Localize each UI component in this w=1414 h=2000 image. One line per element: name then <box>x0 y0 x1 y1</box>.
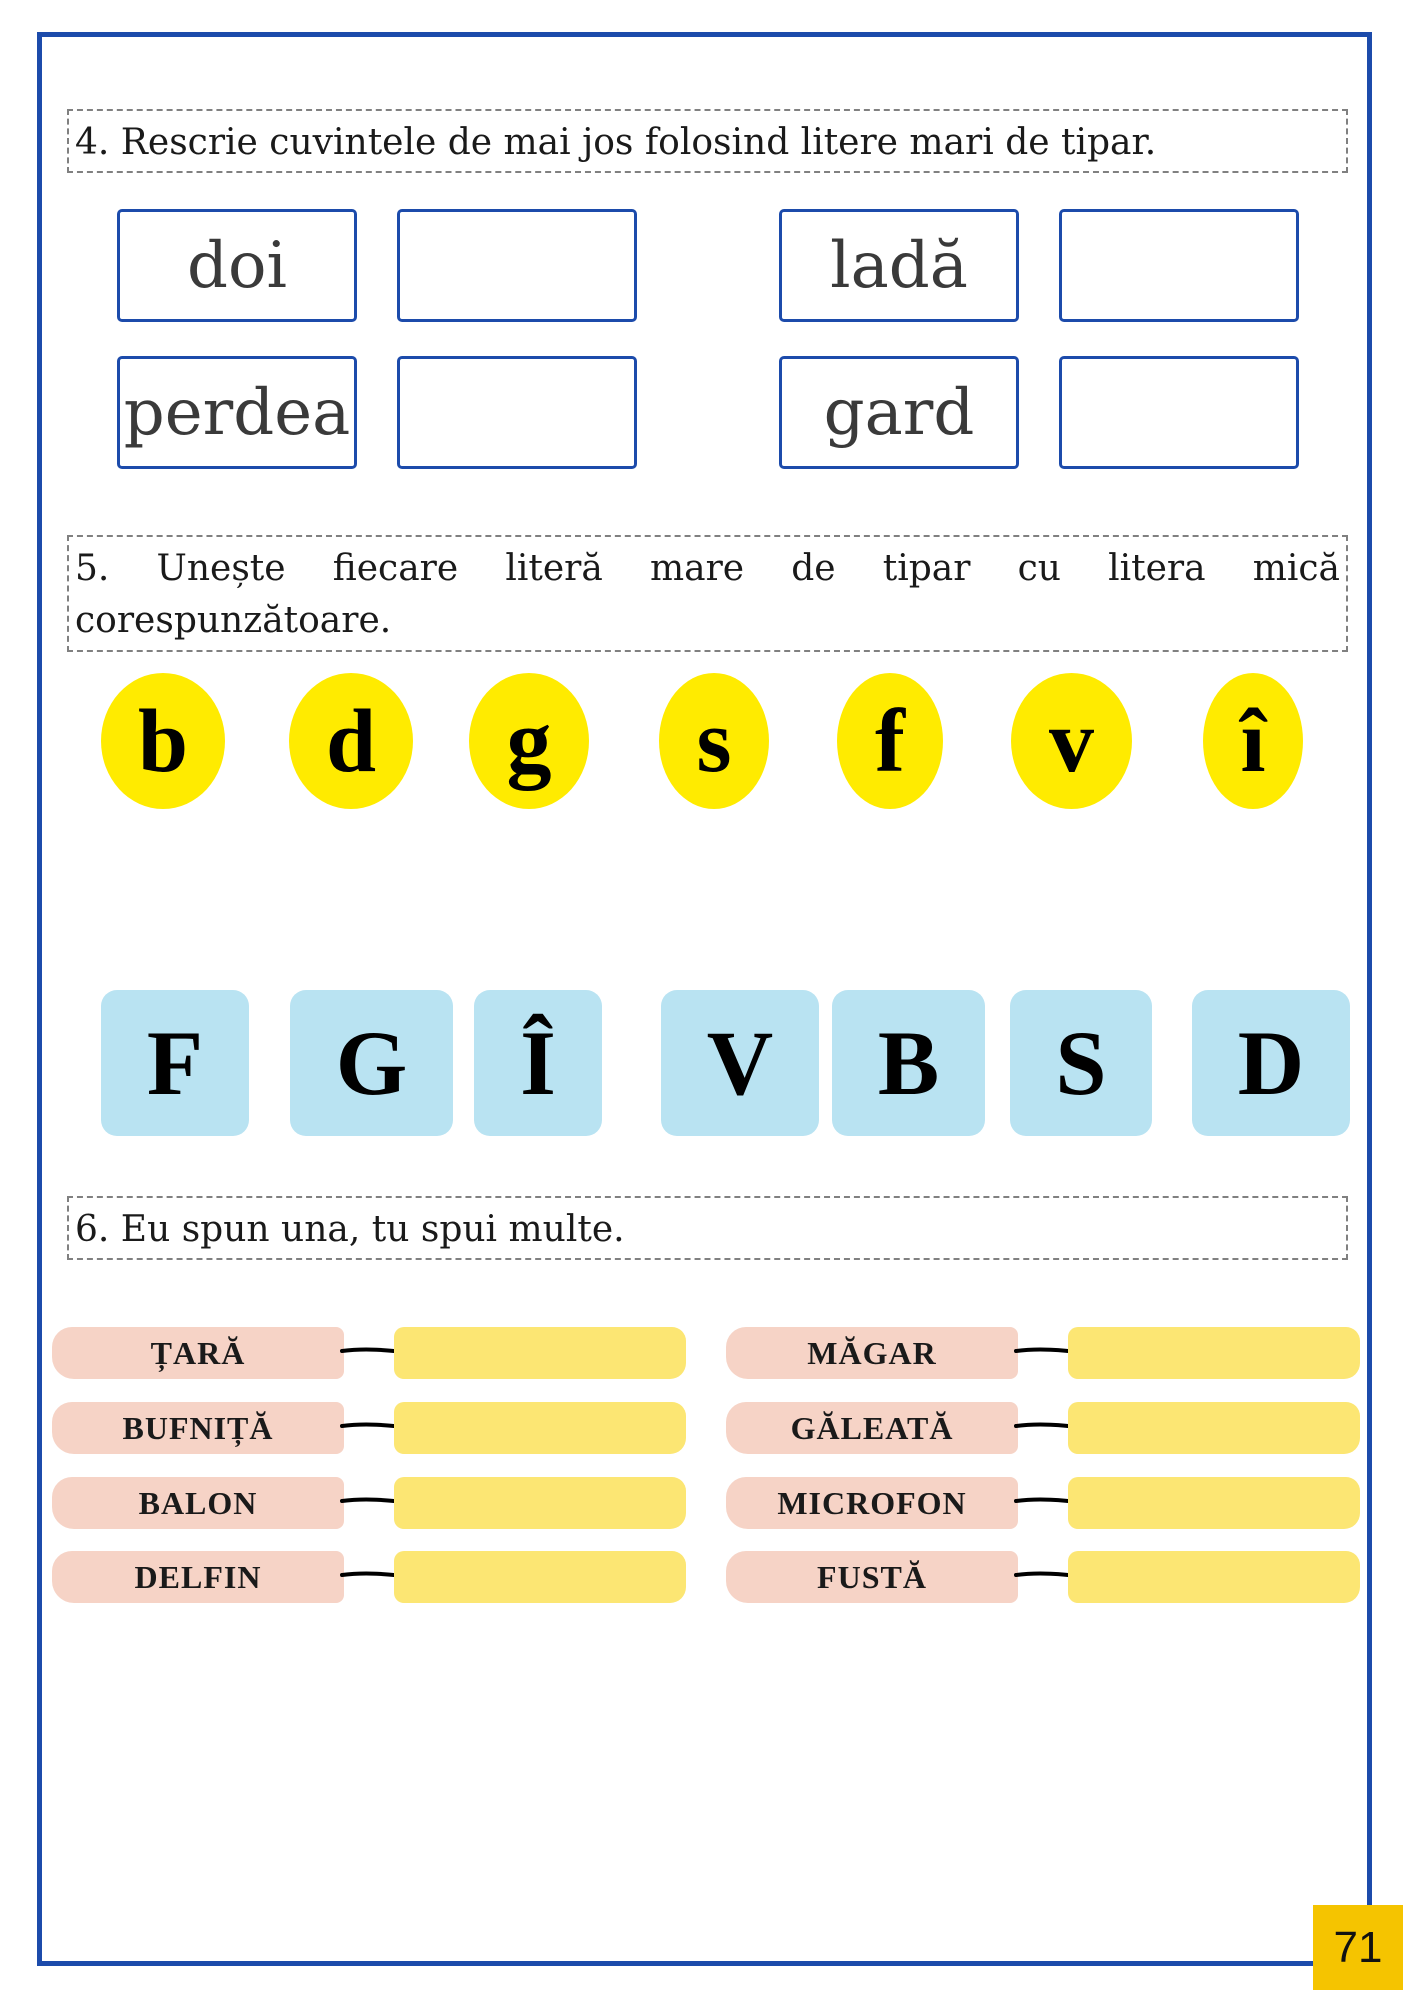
uppercase-letter-G[interactable]: G <box>290 990 453 1136</box>
uppercase-letter-D[interactable]: D <box>1192 990 1350 1136</box>
uppercase-letter-F[interactable]: F <box>101 990 249 1136</box>
plural-answer-field[interactable] <box>1068 1327 1360 1379</box>
plural-row-delfin <box>52 1551 692 1603</box>
plural-answer-field[interactable] <box>1068 1402 1360 1454</box>
uppercase-letter-I-circumflex[interactable]: Î <box>474 990 602 1136</box>
singular-word: FUSTĂ <box>726 1551 1018 1603</box>
answer-box-doi[interactable] <box>397 209 637 322</box>
task-6-instruction: 6. Eu spun una, tu spui multe. <box>67 1196 1348 1260</box>
lowercase-letter-s[interactable]: s <box>659 673 769 809</box>
singular-word: MICROFON <box>726 1477 1018 1529</box>
plural-row-tara <box>52 1327 692 1379</box>
plural-answer-field[interactable] <box>394 1327 686 1379</box>
singular-word: MĂGAR <box>726 1327 1018 1379</box>
uppercase-letter-V[interactable]: V <box>661 990 819 1136</box>
lowercase-letter-v[interactable]: v <box>1011 673 1132 809</box>
uppercase-letter-S[interactable]: S <box>1010 990 1152 1136</box>
singular-word: BUFNIȚĂ <box>52 1402 344 1454</box>
word-box-gard: gard <box>779 356 1019 469</box>
plural-answer-field[interactable] <box>1068 1551 1360 1603</box>
lowercase-letter-d[interactable]: d <box>289 673 413 809</box>
singular-word: DELFIN <box>52 1551 344 1603</box>
word-box-doi: doi <box>117 209 357 322</box>
word-box-lada: ladă <box>779 209 1019 322</box>
plural-row-bufnita <box>52 1402 692 1454</box>
answer-box-perdea[interactable] <box>397 356 637 469</box>
plural-answer-field[interactable] <box>394 1477 686 1529</box>
plural-row-balon <box>52 1477 692 1529</box>
page-number: 71 <box>1313 1905 1403 1990</box>
answer-box-lada[interactable] <box>1059 209 1299 322</box>
plural-answer-field[interactable] <box>1068 1477 1360 1529</box>
lowercase-letter-i-circumflex[interactable]: î <box>1203 673 1303 809</box>
task-5-instruction: 5. Unește fiecare literă mare de tipar cu litera mică corespunzătoare. <box>67 535 1348 652</box>
singular-word: BALON <box>52 1477 344 1529</box>
plural-row-magar <box>726 1327 1366 1379</box>
lowercase-letter-g[interactable]: g <box>469 673 589 809</box>
plural-row-galeata <box>726 1402 1366 1454</box>
task-4-instruction: 4. Rescrie cuvintele de mai jos folosind litere mari de tipar. <box>67 109 1348 173</box>
word-box-perdea: perdea <box>117 356 357 469</box>
lowercase-letter-f[interactable]: f <box>837 673 943 809</box>
uppercase-letter-B[interactable]: B <box>832 990 985 1136</box>
plural-row-fusta <box>726 1551 1366 1603</box>
plural-answer-field[interactable] <box>394 1551 686 1603</box>
singular-word: ȚARĂ <box>52 1327 344 1379</box>
singular-word: GĂLEATĂ <box>726 1402 1018 1454</box>
answer-box-gard[interactable] <box>1059 356 1299 469</box>
lowercase-letter-b[interactable]: b <box>101 673 225 809</box>
plural-answer-field[interactable] <box>394 1402 686 1454</box>
plural-row-microfon <box>726 1477 1366 1529</box>
